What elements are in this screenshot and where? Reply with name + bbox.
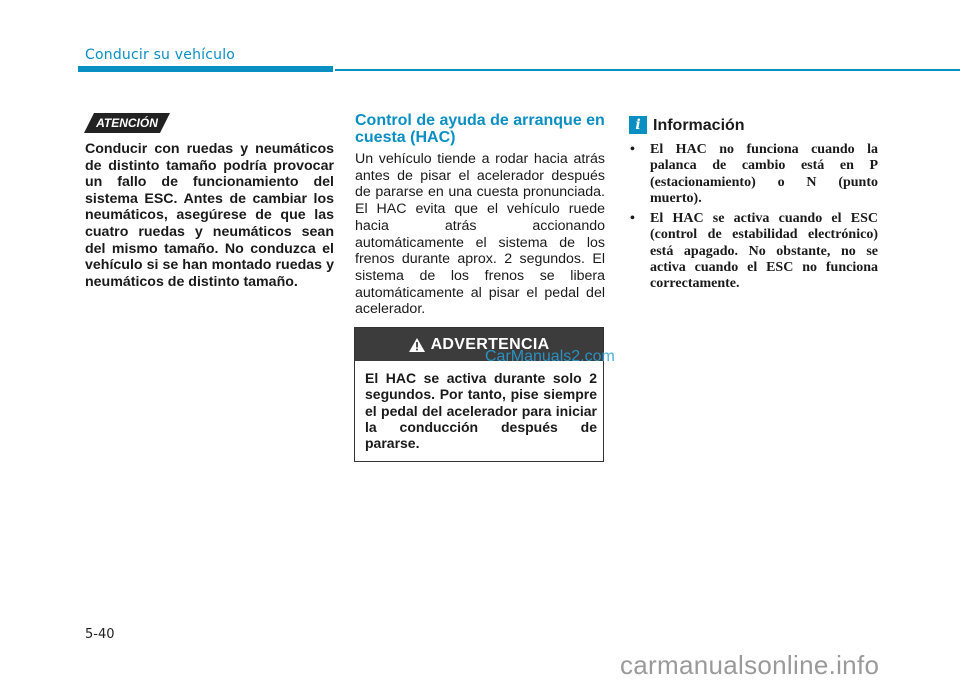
info-list-item: [628, 142, 878, 207]
watermark-carmanuals2: CarManuals2.com: [485, 348, 615, 365]
section-body: Un vehículo tiende a rodar hacia atrás antes de pisar el acelerador después de pararse en una cuesta pronunciada. El HAC evita que el vehículo ruede hacia atrás accionando automáticamente el sistema de los frenos durante aprox. 2 segundos. El sistema de los frenos se libera automáticamente al pisar el pedal del acelerador.: [355, 151, 605, 318]
section-heading: Control de ayuda de arranque en cuesta (HAC): [355, 112, 605, 146]
caution-text: Conducir con ruedas y neumáticos de distinto tamaño podría provocar un fallo de funcionamiento del sistema ESC. Antes de cambiar los neumáticos, asegúrese de que las cuatro ruedas y neumáticos sean del mismo tamaño. No conduzca el vehículo si se han montado ruedas y neumáticos de distinto tamaño.: [85, 141, 334, 290]
info-heading: Información: [653, 117, 745, 134]
page-number: 5-40: [85, 627, 115, 642]
chapter-title: Conducir su vehículo: [85, 47, 236, 63]
bullet-icon: •: [630, 142, 635, 157]
caution-badge: [84, 113, 170, 133]
header-accent-bar: [78, 66, 333, 72]
warning-label: ADVERTENCIA: [430, 335, 550, 353]
warning-text: El HAC se activa durante solo 2 segundos. Por tanto, pise siempre el pedal del acelerador para iniciar la conducción después de pararse.: [365, 370, 597, 452]
info-item-text: El HAC no funciona cuando la palanca de cambio está en P (estacionamiento) o N (punto muerto).: [650, 142, 878, 206]
info-item-text: El HAC se activa cuando el ESC (control de estabilidad electrónico) está apagado. No obstante, no se activa cuando el ESC no funciona correctamente.: [650, 211, 878, 292]
info-icon: i: [629, 116, 647, 134]
info-list-item: [628, 211, 878, 292]
bullet-icon: •: [630, 211, 635, 227]
caution-badge-label: ATENCIÓN: [96, 116, 158, 130]
watermark-carmanualsonline: carmanualsonline.info: [620, 650, 880, 680]
warning-triangle-icon: [409, 338, 425, 352]
info-list: [628, 142, 878, 297]
header-rule: [335, 69, 960, 71]
